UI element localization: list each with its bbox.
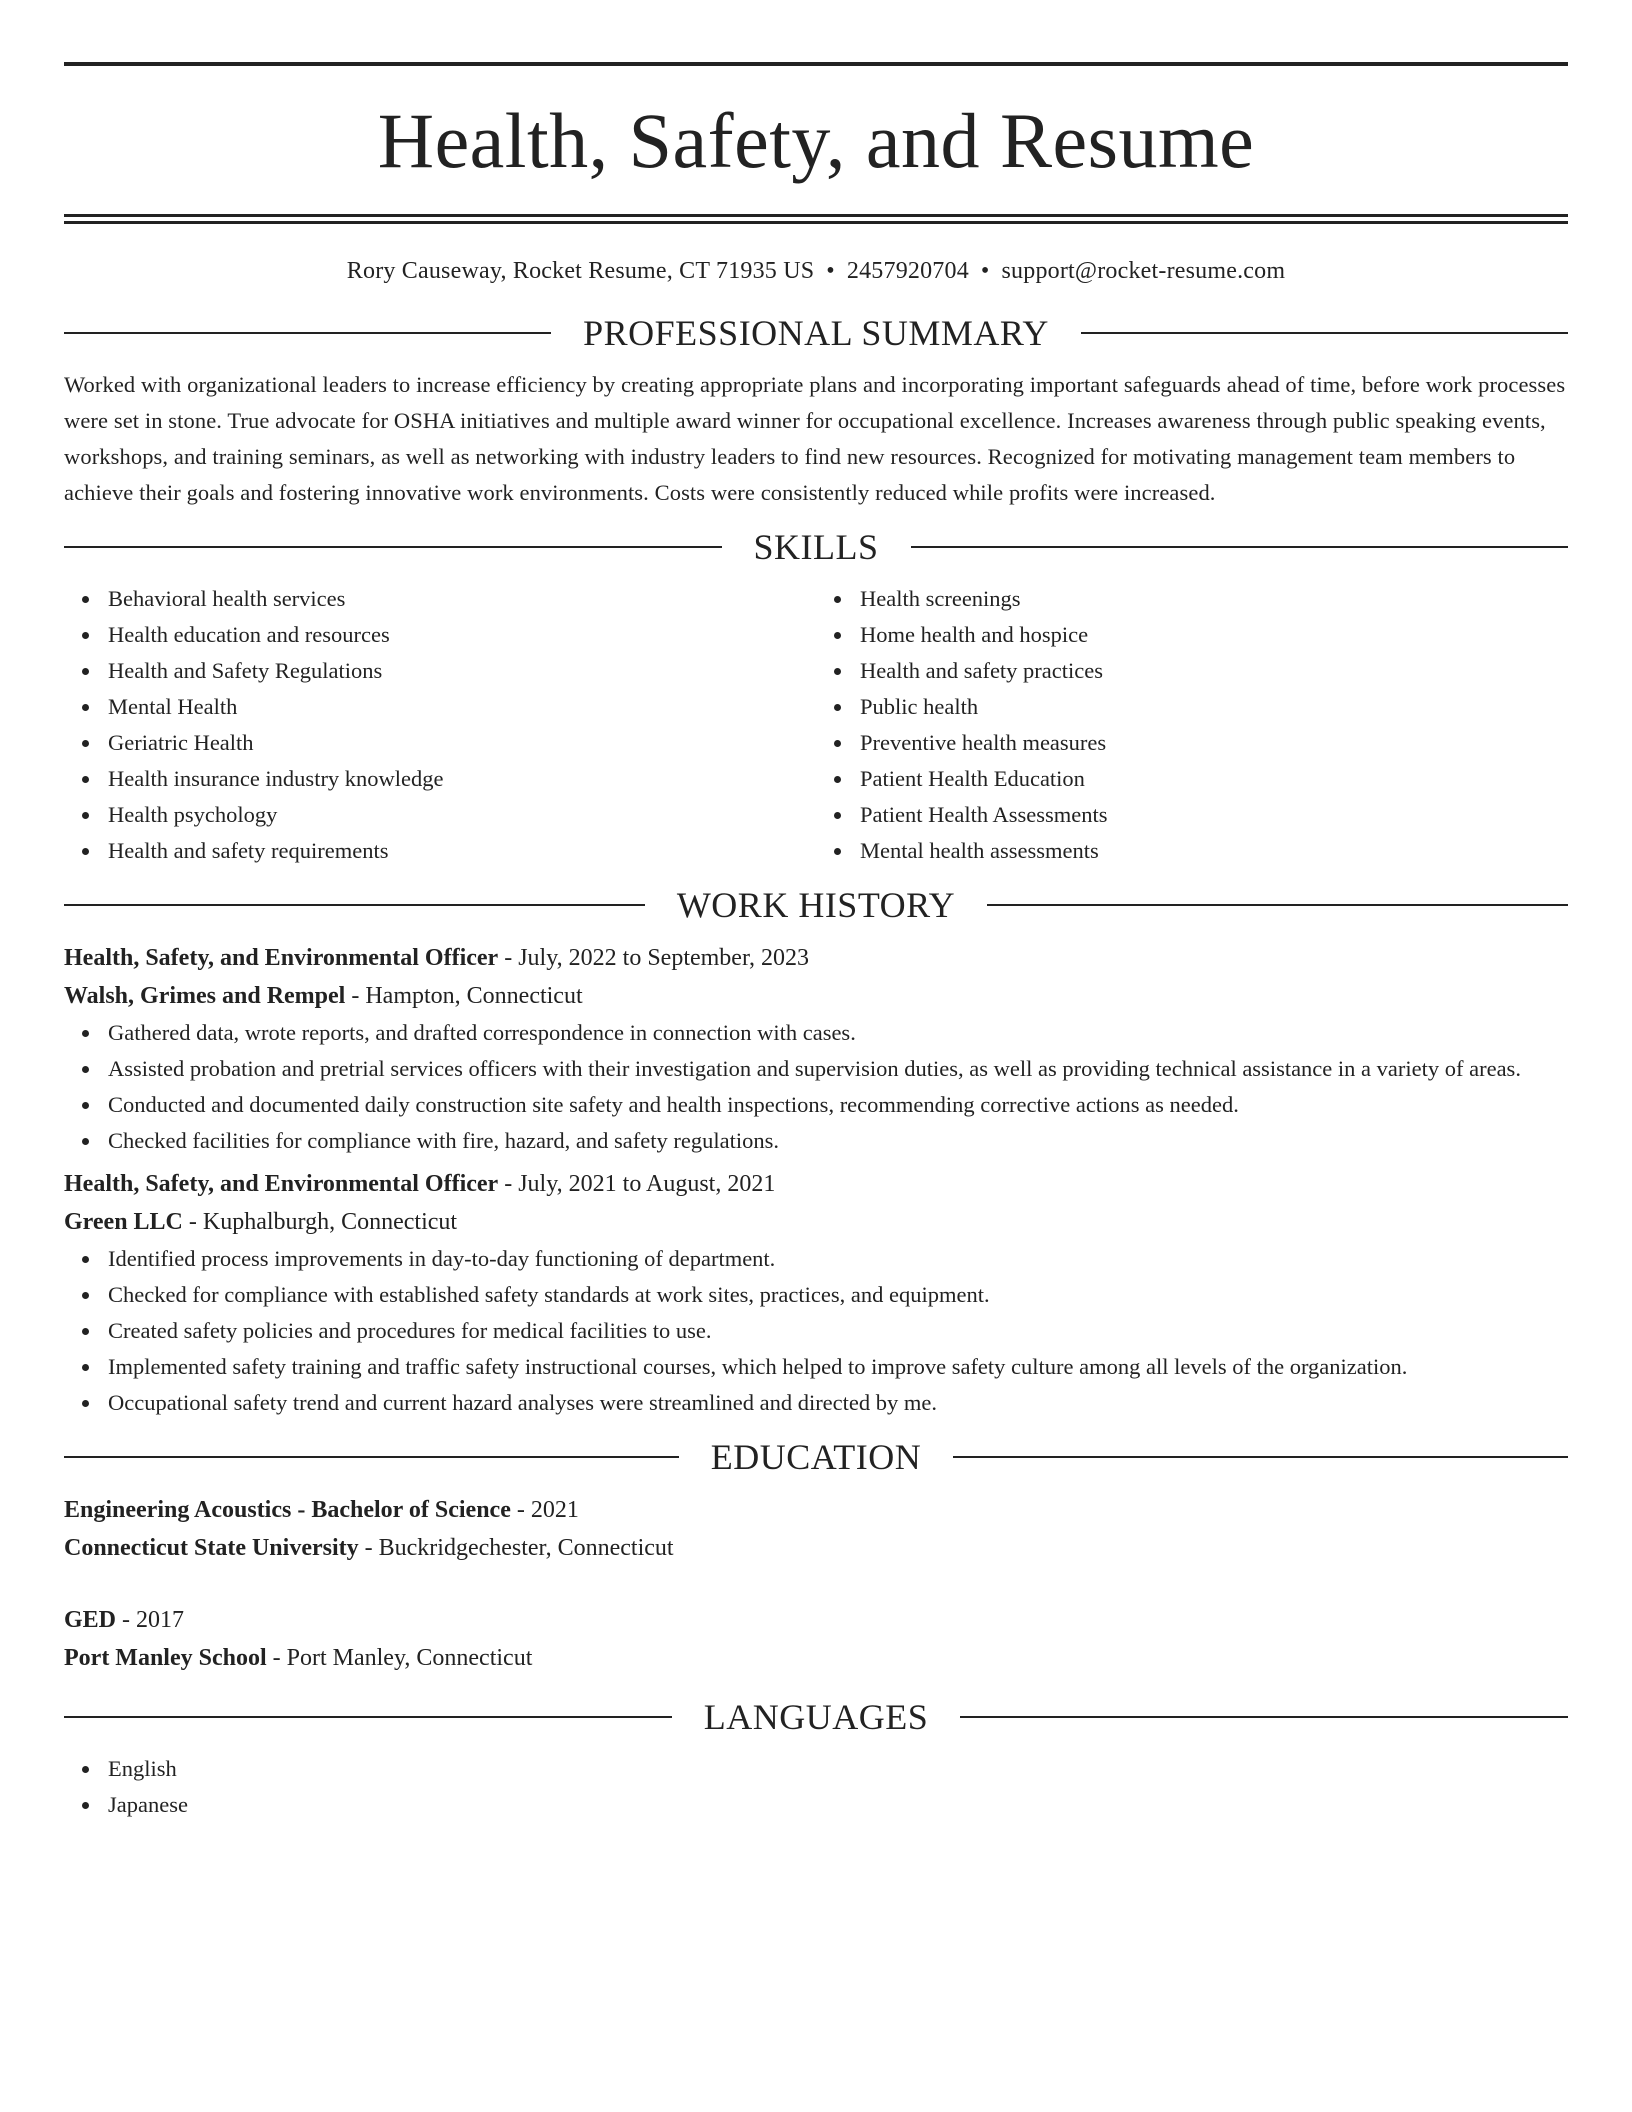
job-duty: Occupational safety trend and current hazard analyses were streamlined and directed by me. (108, 1385, 1568, 1421)
skill-item: Health screenings (860, 581, 1568, 617)
school-name: Port Manley School (64, 1645, 267, 1671)
job-company-line (64, 977, 1568, 1015)
work-entry (64, 939, 1568, 1159)
job-duties-list (64, 1241, 1568, 1421)
job-company: Walsh, Grimes and Rempel (64, 983, 346, 1009)
skill-item: Behavioral health services (108, 581, 816, 617)
skill-item: Preventive health measures (860, 725, 1568, 761)
languages-section-heading (64, 1699, 1568, 1735)
job-title-line (64, 939, 1568, 977)
summary-section-heading (64, 315, 1568, 351)
contact-separator: • (980, 258, 990, 284)
top-rule (64, 62, 1568, 66)
job-company-line (64, 1203, 1568, 1241)
job-location: - Hampton, Connecticut (345, 983, 583, 1009)
skills-list-right (816, 581, 1568, 869)
job-title-line (64, 1165, 1568, 1203)
job-title: Health, Safety, and Environmental Officer (64, 945, 499, 971)
title-double-rule (64, 214, 1568, 224)
skill-item: Geriatric Health (108, 725, 816, 761)
heading-rule (64, 1716, 672, 1718)
degree-line (64, 1491, 1568, 1529)
skill-item: Home health and hospice (860, 617, 1568, 653)
job-dates: - July, 2022 to September, 2023 (498, 945, 809, 971)
degree-name: Engineering Acoustics - Bachelor of Science (64, 1497, 511, 1523)
skill-item: Health and Safety Regulations (108, 653, 816, 689)
skill-item: Health education and resources (108, 617, 816, 653)
education-section-heading (64, 1439, 1568, 1475)
job-duty: Created safety policies and procedures for medical facilities to use. (108, 1313, 1568, 1349)
contact-line (64, 258, 1568, 285)
contact-address: Rory Causeway, Rocket Resume, CT 71935 US (346, 258, 815, 284)
skill-item: Health psychology (108, 797, 816, 833)
skill-item: Patient Health Assessments (860, 797, 1568, 833)
heading-rule (1081, 332, 1568, 334)
degree-year: - 2021 (510, 1497, 579, 1523)
language-item: Japanese (108, 1787, 1568, 1823)
work-heading-label: WORK HISTORY (676, 885, 956, 925)
skills-list-left (64, 581, 816, 869)
languages-list (64, 1751, 1568, 1823)
summary-text: Worked with organizational leaders to increase efficiency by creating appropriate plans and incorporating important safeguards ahead of time, before work processes were set in stone. True advocate for OSHA initiatives and multiple award winner for occupational excellence. Increases awareness through public speaking events, workshops, and training seminars, as well as networking with industry leaders to find new resources. Recognized for motivating management team members to achieve their goals and fostering innovative work environments. Costs were consistently reduced while profits were increased. (64, 372, 1566, 505)
skill-item: Health and safety practices (860, 653, 1568, 689)
heading-rule (911, 546, 1569, 548)
skill-item: Mental health assessments (860, 833, 1568, 869)
education-entry (64, 1601, 1568, 1677)
job-duties-list (64, 1015, 1568, 1159)
work-section-heading (64, 887, 1568, 923)
contact-separator: • (826, 258, 835, 284)
contact-phone: 2457920704 (846, 258, 969, 284)
school-name: Connecticut State University (64, 1535, 359, 1561)
job-duty: Checked for compliance with established safety standards at work sites, practices, and equipment. (108, 1277, 1568, 1313)
job-duty: Checked facilities for compliance with fire, hazard, and safety regulations. (108, 1123, 1568, 1159)
heading-rule (987, 904, 1568, 906)
job-duty: Assisted probation and pretrial services officers with their investigation and supervision duties, as well as providing technical assistance in a variety of areas. (108, 1051, 1568, 1087)
skill-item: Mental Health (108, 689, 816, 725)
skills-heading-label: SKILLS (753, 527, 879, 567)
education-entry (64, 1491, 1568, 1567)
job-duty: Conducted and documented daily construction site safety and health inspections, recommending corrective actions as needed. (108, 1087, 1568, 1123)
degree-year: - 2017 (116, 1607, 185, 1633)
heading-rule (64, 546, 722, 548)
job-company: Green LLC (64, 1209, 183, 1235)
school-location: - Buckridgechester, Connecticut (358, 1535, 674, 1561)
job-dates: - July, 2021 to August, 2021 (498, 1171, 776, 1197)
skill-item: Patient Health Education (860, 761, 1568, 797)
languages-heading-label: LANGUAGES (703, 1697, 929, 1737)
degree-name: GED (64, 1607, 117, 1633)
school-location: - Port Manley, Connecticut (266, 1645, 533, 1671)
contact-email[interactable]: support@rocket-resume.com (1001, 258, 1286, 284)
skill-item: Health and safety requirements (108, 833, 816, 869)
skills-section-heading (64, 529, 1568, 565)
heading-rule (64, 332, 551, 334)
job-duty: Gathered data, wrote reports, and drafted correspondence in connection with cases. (108, 1015, 1568, 1051)
work-entry (64, 1165, 1568, 1421)
skills-columns (64, 581, 1568, 869)
heading-rule (960, 1716, 1568, 1718)
resume-title: Health, Safety, and Resume (377, 97, 1255, 184)
degree-line (64, 1601, 1568, 1639)
school-line (64, 1639, 1568, 1677)
job-location: - Kuphalburgh, Connecticut (182, 1209, 458, 1235)
summary-heading-label: PROFESSIONAL SUMMARY (583, 313, 1049, 353)
school-line (64, 1529, 1568, 1567)
heading-rule (64, 904, 645, 906)
job-duty: Implemented safety training and traffic safety instructional courses, which helped to improve safety culture among all levels of the organization. (108, 1349, 1568, 1385)
skill-item: Health insurance industry knowledge (108, 761, 816, 797)
education-heading-label: EDUCATION (710, 1437, 922, 1477)
job-duty: Identified process improvements in day-to-day functioning of department. (108, 1241, 1568, 1277)
job-title: Health, Safety, and Environmental Officer (64, 1171, 499, 1197)
heading-rule (953, 1456, 1568, 1458)
skill-item: Public health (860, 689, 1568, 725)
language-item: English (108, 1751, 1568, 1787)
heading-rule (64, 1456, 679, 1458)
